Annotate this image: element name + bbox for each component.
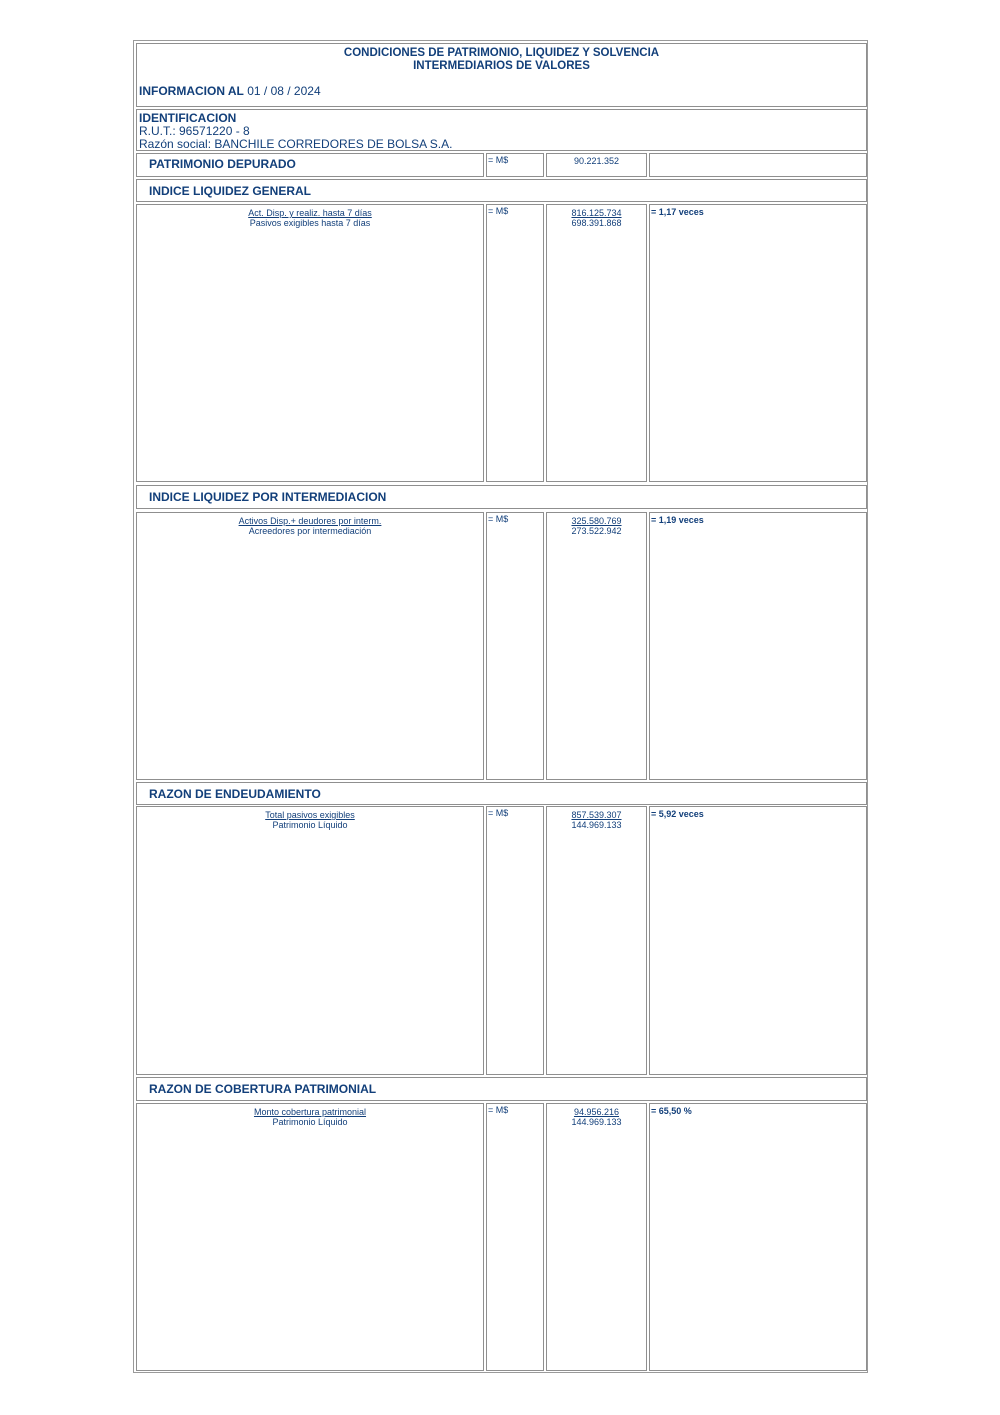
patrimonio-depurado-unit: = M$ [488, 155, 509, 165]
patrimonio-depurado-unit-cell [486, 153, 544, 177]
fraction-labels [137, 1107, 483, 1127]
section-result: = 1,17 veces [651, 207, 704, 217]
section-unit: = M$ [488, 514, 509, 524]
denominator-value: 144.969.133 [571, 820, 622, 830]
rut-line: R.U.T.: 96571220 - 8 [139, 124, 250, 138]
section-result: = 1,19 veces [651, 515, 704, 525]
numerator-value: 857.539.307 [571, 810, 622, 820]
info-date: 01 / 08 / 2024 [247, 84, 321, 98]
section-result-cell [649, 806, 867, 1075]
section-title: INDICE LIQUIDEZ POR INTERMEDIACION [149, 490, 387, 504]
section-label-cell [136, 1103, 484, 1371]
fraction-labels [137, 810, 483, 830]
denominator-value: 698.391.868 [571, 218, 622, 228]
denominator-label: Patrimonio Líquido [272, 1117, 348, 1127]
denominator-value: 273.522.942 [571, 526, 622, 536]
fraction-values [547, 516, 646, 536]
section-title: RAZON DE ENDEUDAMIENTO [149, 787, 321, 801]
section-label-cell [136, 204, 484, 482]
patrimonio-depurado-result-cell [649, 153, 867, 177]
denominator-label: Patrimonio Líquido [272, 820, 348, 830]
numerator-value: 94.956.216 [573, 1107, 620, 1117]
section-unit-cell [486, 806, 544, 1075]
info-date-line [139, 84, 321, 98]
denominator-label: Pasivos exigibles hasta 7 días [249, 218, 371, 228]
numerator-value: 816.125.734 [571, 208, 622, 218]
report-title-line2: INTERMEDIARIOS DE VALORES [413, 60, 590, 72]
numerator-label: Monto cobertura patrimonial [253, 1107, 367, 1117]
numerator-label: Activos Disp.+ deudores por interm. [238, 516, 382, 526]
fraction-values [547, 208, 646, 228]
razon-social-line: Razón social: BANCHILE CORREDORES DE BOLSA S.A. [139, 137, 453, 151]
section-result-cell [649, 204, 867, 482]
section-title-bar [136, 179, 867, 202]
section-unit-cell [486, 204, 544, 482]
numerator-label: Total pasivos exigibles [265, 810, 355, 820]
fraction-labels [137, 516, 483, 536]
patrimonio-depurado-value-cell [546, 153, 647, 177]
section-result-cell [649, 1103, 867, 1371]
section-result: = 5,92 veces [651, 809, 704, 819]
patrimonio-depurado-value: 90.221.352 [573, 156, 620, 166]
numerator-value: 325.580.769 [571, 516, 622, 526]
section-value-cell [546, 806, 647, 1075]
section-unit-cell [486, 1103, 544, 1371]
section-value-cell [546, 512, 647, 780]
section-unit: = M$ [488, 206, 509, 216]
identification-box [136, 109, 867, 151]
report-header [136, 43, 867, 107]
denominator-value: 144.969.133 [571, 1117, 622, 1127]
section-title-bar [136, 782, 867, 805]
info-label: INFORMACION AL [139, 84, 244, 98]
identification-heading: IDENTIFICACION [139, 111, 237, 125]
fraction-labels [137, 208, 483, 228]
section-title: INDICE LIQUIDEZ GENERAL [149, 184, 312, 198]
section-title-bar [136, 1077, 867, 1101]
fraction-values [547, 810, 646, 830]
fraction-values [547, 1107, 646, 1127]
patrimonio-depurado-label-cell [136, 153, 484, 177]
patrimonio-depurado-label: PATRIMONIO DEPURADO [149, 157, 296, 171]
section-unit: = M$ [488, 808, 509, 818]
section-label-cell [136, 512, 484, 780]
section-value-cell [546, 204, 647, 482]
section-result: = 65,50 % [651, 1106, 692, 1116]
section-value-cell [546, 1103, 647, 1371]
section-title-bar [136, 485, 867, 509]
section-title: RAZON DE COBERTURA PATRIMONIAL [149, 1082, 377, 1096]
denominator-label: Acreedores por intermediación [248, 526, 372, 536]
numerator-label: Act. Disp. y realiz. hasta 7 días [248, 208, 372, 218]
section-label-cell [136, 806, 484, 1075]
report-title-line1: CONDICIONES DE PATRIMONIO, LIQUIDEZ Y SOLVENCIA [343, 47, 660, 59]
section-result-cell [649, 512, 867, 780]
section-unit-cell [486, 512, 544, 780]
section-unit: = M$ [488, 1105, 509, 1115]
